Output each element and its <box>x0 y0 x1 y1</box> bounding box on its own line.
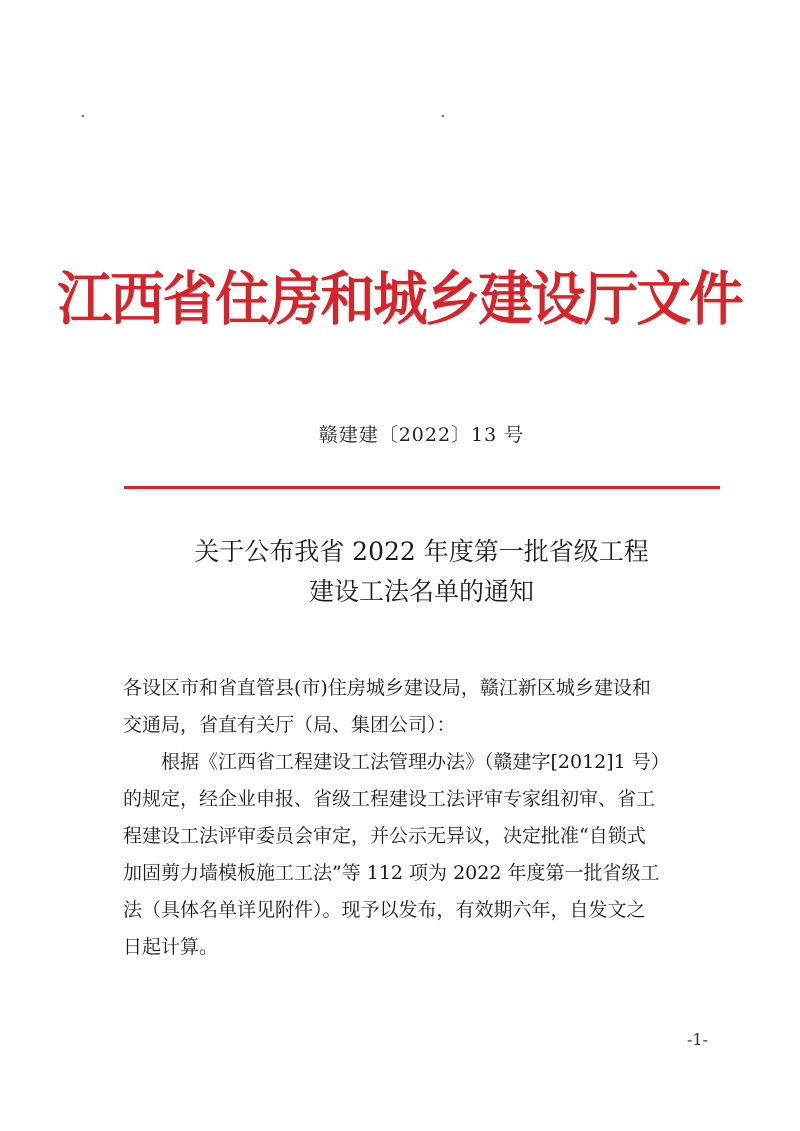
paragraph-line: 根据《江西省工程建设工法管理办法》（赣建字[2012]1 号） <box>161 751 670 773</box>
document-title <box>0 532 800 612</box>
scan-speck <box>82 115 84 117</box>
scan-speck <box>442 115 444 117</box>
recipients-line: 各设区市和省直管县(市)住房城乡建设局，赣江新区城乡建设和 <box>123 677 651 699</box>
paragraph-line: 加固剪力墙模板施工工法”等 112 项为 2022 年度第一批省级工 <box>123 862 660 884</box>
document-body <box>123 670 723 966</box>
document-number: 赣建建〔2022〕13 号 <box>318 424 525 446</box>
recipients-line: 交通局，省直有关厅（局、集团公司）： <box>123 714 456 736</box>
document-masthead: 江西省住房和城乡建设厅文件 <box>57 265 742 333</box>
page-number: -1- <box>687 1030 708 1049</box>
paragraph-line: 日起计算。 <box>123 936 219 958</box>
paragraph-line: 的规定，经企业申报、省级工程建设工法评审专家组初审、省工 <box>123 788 656 810</box>
paragraph-line: 程建设工法评审委员会审定，并公示无异议，决定批准“自锁式 <box>123 825 646 847</box>
title-line: 建设工法名单的通知 <box>308 577 534 606</box>
red-divider-line <box>124 486 720 489</box>
paragraph-line: 法（具体名单详见附件）。现予以发布，有效期六年，自发文之 <box>123 899 646 921</box>
title-line: 关于公布我省 2022 年度第一批省级工程 <box>194 537 649 566</box>
